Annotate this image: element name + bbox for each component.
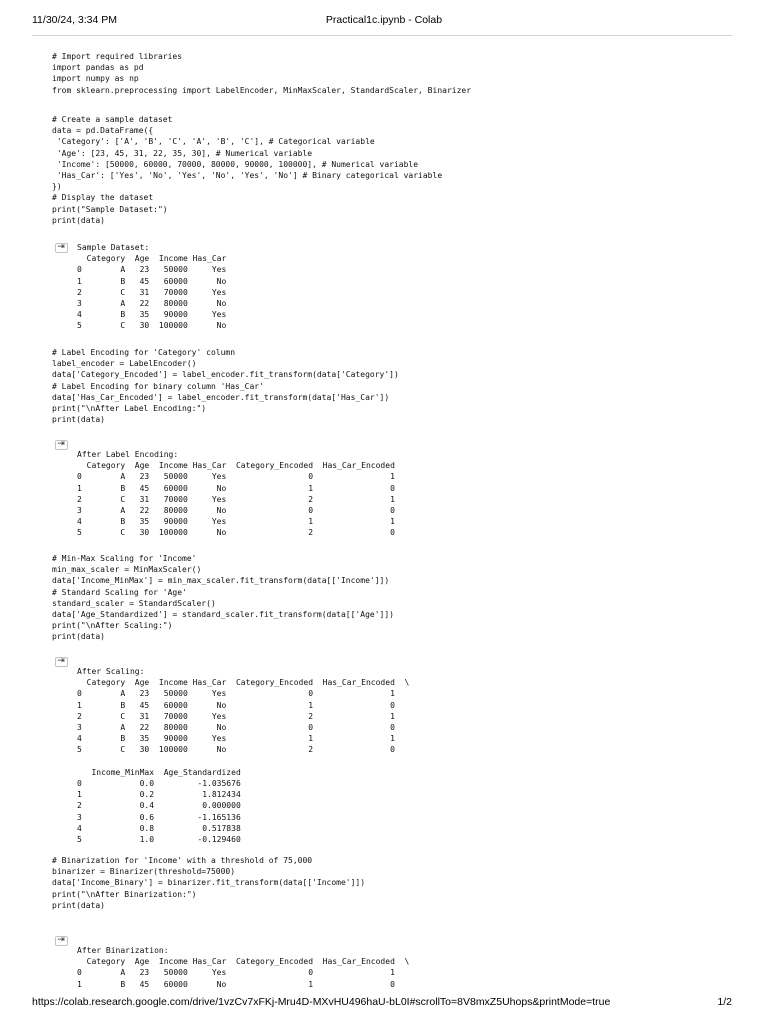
code-cell-create-dataset[interactable]: # Create a sample dataset data = pd.DataFrame({ 'Category': ['A', 'B', 'C', 'A', 'B', 'C'], # Categorical variable 'Age': [23, 45, 31, 22, 35, 30], # Numerical variable 'Income': [50000, 60000, 70000, 80000, 90000, 100000], # Numerical variable 'Has_Car': ['Yes', 'No', 'Yes', 'No', 'Yes', 'No'] # Binary categorical variable }) # Display the dataset print("Sample Dataset:") print(data) (52, 115, 443, 225)
code-cell-scaling[interactable]: # Min-Max Scaling for 'Income' min_max_scaler = MinMaxScaler() data['Income_MinMax'] = min_max_scaler.fit_transform(data[['Income']]) # Standard Scaling for 'Age' standard_scaler = StandardScaler() data['Age_Standardized'] = standard_scaler.fit_transform(data[['Age']]) print("\nAfter Scaling:") print(data) (52, 554, 394, 642)
output-sample-dataset: Sample Dataset: Category Age Income Has_Car 0 A 23 50000 Yes 1 B 45 60000 No 2 C 31 70000 Yes 3 A 22 80000 No 4 B 35 90000 Yes 5 C 30 100000 No (77, 243, 227, 331)
header-divider (32, 35, 732, 36)
page-title: Practical1c.ipynb - Colab (325, 14, 443, 26)
output-label-encoding: After Label Encoding: Category Age Income Has_Car Category_Encoded Has_Car_Encoded 0 A 23 50000 Yes 0 1 1 B 45 60000 No 1 0 2 C 31 70000 Yes 2 1 3 A 22 80000 No 0 0 4 B 35 90000 Yes 1 1 5 C 30 100000 No 2 0 (77, 450, 395, 538)
output-toggle-icon[interactable]: ⇥ (54, 656, 68, 667)
page-number: 1/2 (717, 996, 732, 1008)
output-toggle-icon[interactable]: ⇥ (54, 935, 68, 946)
output-toggle-icon[interactable]: ⇥ (54, 439, 68, 450)
code-cell-label-encoding[interactable]: # Label Encoding for 'Category' column label_encoder = LabelEncoder() data['Category_Encoded'] = label_encoder.fit_transform(data['Category']) # Label Encoding for binary column 'Has_Car' data['Has_Car_Encoded'] = label_encoder.fit_transform(data['Has_Car']) print("\nAfter Label Encoding:") print(data) (52, 348, 399, 425)
code-cell-imports[interactable]: # Import required libraries import pandas as pd import numpy as np from sklearn.preprocessing import LabelEncoder, MinMaxScaler, StandardScaler, Binarizer (52, 52, 472, 95)
code-cell-binarization[interactable]: # Binarization for 'Income' with a threshold of 75,000 binarizer = Binarizer(threshold=75000) data['Income_Binary'] = binarizer.fit_transform(data[['Income']]) print("\nAfter Binarization:") print(data) (52, 856, 366, 910)
print-datetime: 11/30/24, 3:34 PM (32, 14, 118, 26)
page-url: https://colab.research.google.com/drive/1vzCv7xFKj-Mru4D-MXvHU496haU-bL0I#scrollTo=8V8mxZ5Uhops&printMode=true (32, 996, 611, 1008)
output-toggle-icon[interactable]: ⇥ (54, 242, 68, 253)
output-scaling: After Scaling: Category Age Income Has_Car Category_Encoded Has_Car_Encoded \ 0 A 23 50000 Yes 0 1 1 B 45 60000 No 1 0 2 C 31 70000 Yes 2 1 3 A 22 80000 No 0 0 4 B 35 90000 Yes 1 1 5 C 30 100000 No 2 0 Income_MinMax Age_Standardized 0 0.0 -1.035676 1 0.2 1.812434 2 0.4 0.000000 3 0.6 -1.165136 4 0.8 0.517838 5 1.0 -0.129460 (77, 667, 410, 845)
output-binarization: After Binarization: Category Age Income Has_Car Category_Encoded Has_Car_Encoded \ 0 A 23 50000 Yes 0 1 1 B 45 60000 No 1 0 (77, 946, 410, 989)
